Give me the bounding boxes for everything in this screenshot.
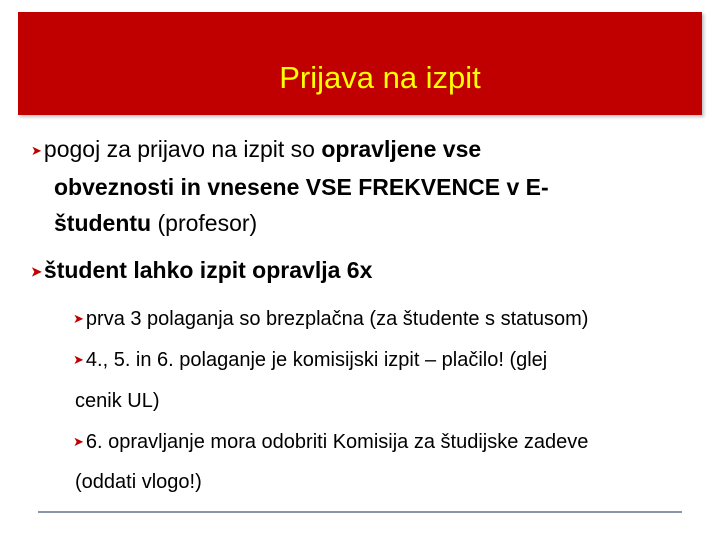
bullet-exam-condition xyxy=(31,131,691,241)
bullet-text: pogoj za prijavo na izpit so xyxy=(43,136,322,162)
bullet-attempts xyxy=(31,252,691,290)
subbullet-text: 6. opravljanje mora odobriti Komisija za študijske zadeve xyxy=(85,431,589,453)
bullet-text-line3: (profesor) xyxy=(151,210,258,236)
arrow-bullet-icon: ➤ xyxy=(31,143,42,158)
subbullet-commission-exam xyxy=(73,339,703,381)
bullet-text-line2: obveznosti in vnesene VSE FREKVENCE v E- xyxy=(54,174,549,200)
slide-title: Prijava na izpit xyxy=(279,60,481,95)
subbullet-sixth-attempt-cont: (oddati vlogo!) xyxy=(75,471,202,493)
arrow-bullet-icon: ➤ xyxy=(31,264,42,279)
footer-divider xyxy=(38,511,682,513)
subbullet-commission-exam-cont: cenik UL) xyxy=(75,390,160,412)
bullet-text-bold-line3: študentu xyxy=(54,210,152,236)
subbullet-free-attempts xyxy=(73,298,703,340)
subbullet-sixth-attempt xyxy=(73,421,703,463)
subbullet-text: prva 3 polaganja so brezplačna (za študente s statusom) xyxy=(85,308,589,330)
arrow-bullet-icon: ➤ xyxy=(73,434,84,449)
arrow-bullet-icon: ➤ xyxy=(73,311,84,326)
arrow-bullet-icon: ➤ xyxy=(73,352,84,367)
subbullet-text: 4., 5. in 6. polaganje je komisijski izpit – plačilo! (glej xyxy=(85,349,548,371)
bullet-text-bold: opravljene vse xyxy=(321,136,482,162)
bullet-text: študent lahko izpit opravlja 6x xyxy=(43,257,373,283)
